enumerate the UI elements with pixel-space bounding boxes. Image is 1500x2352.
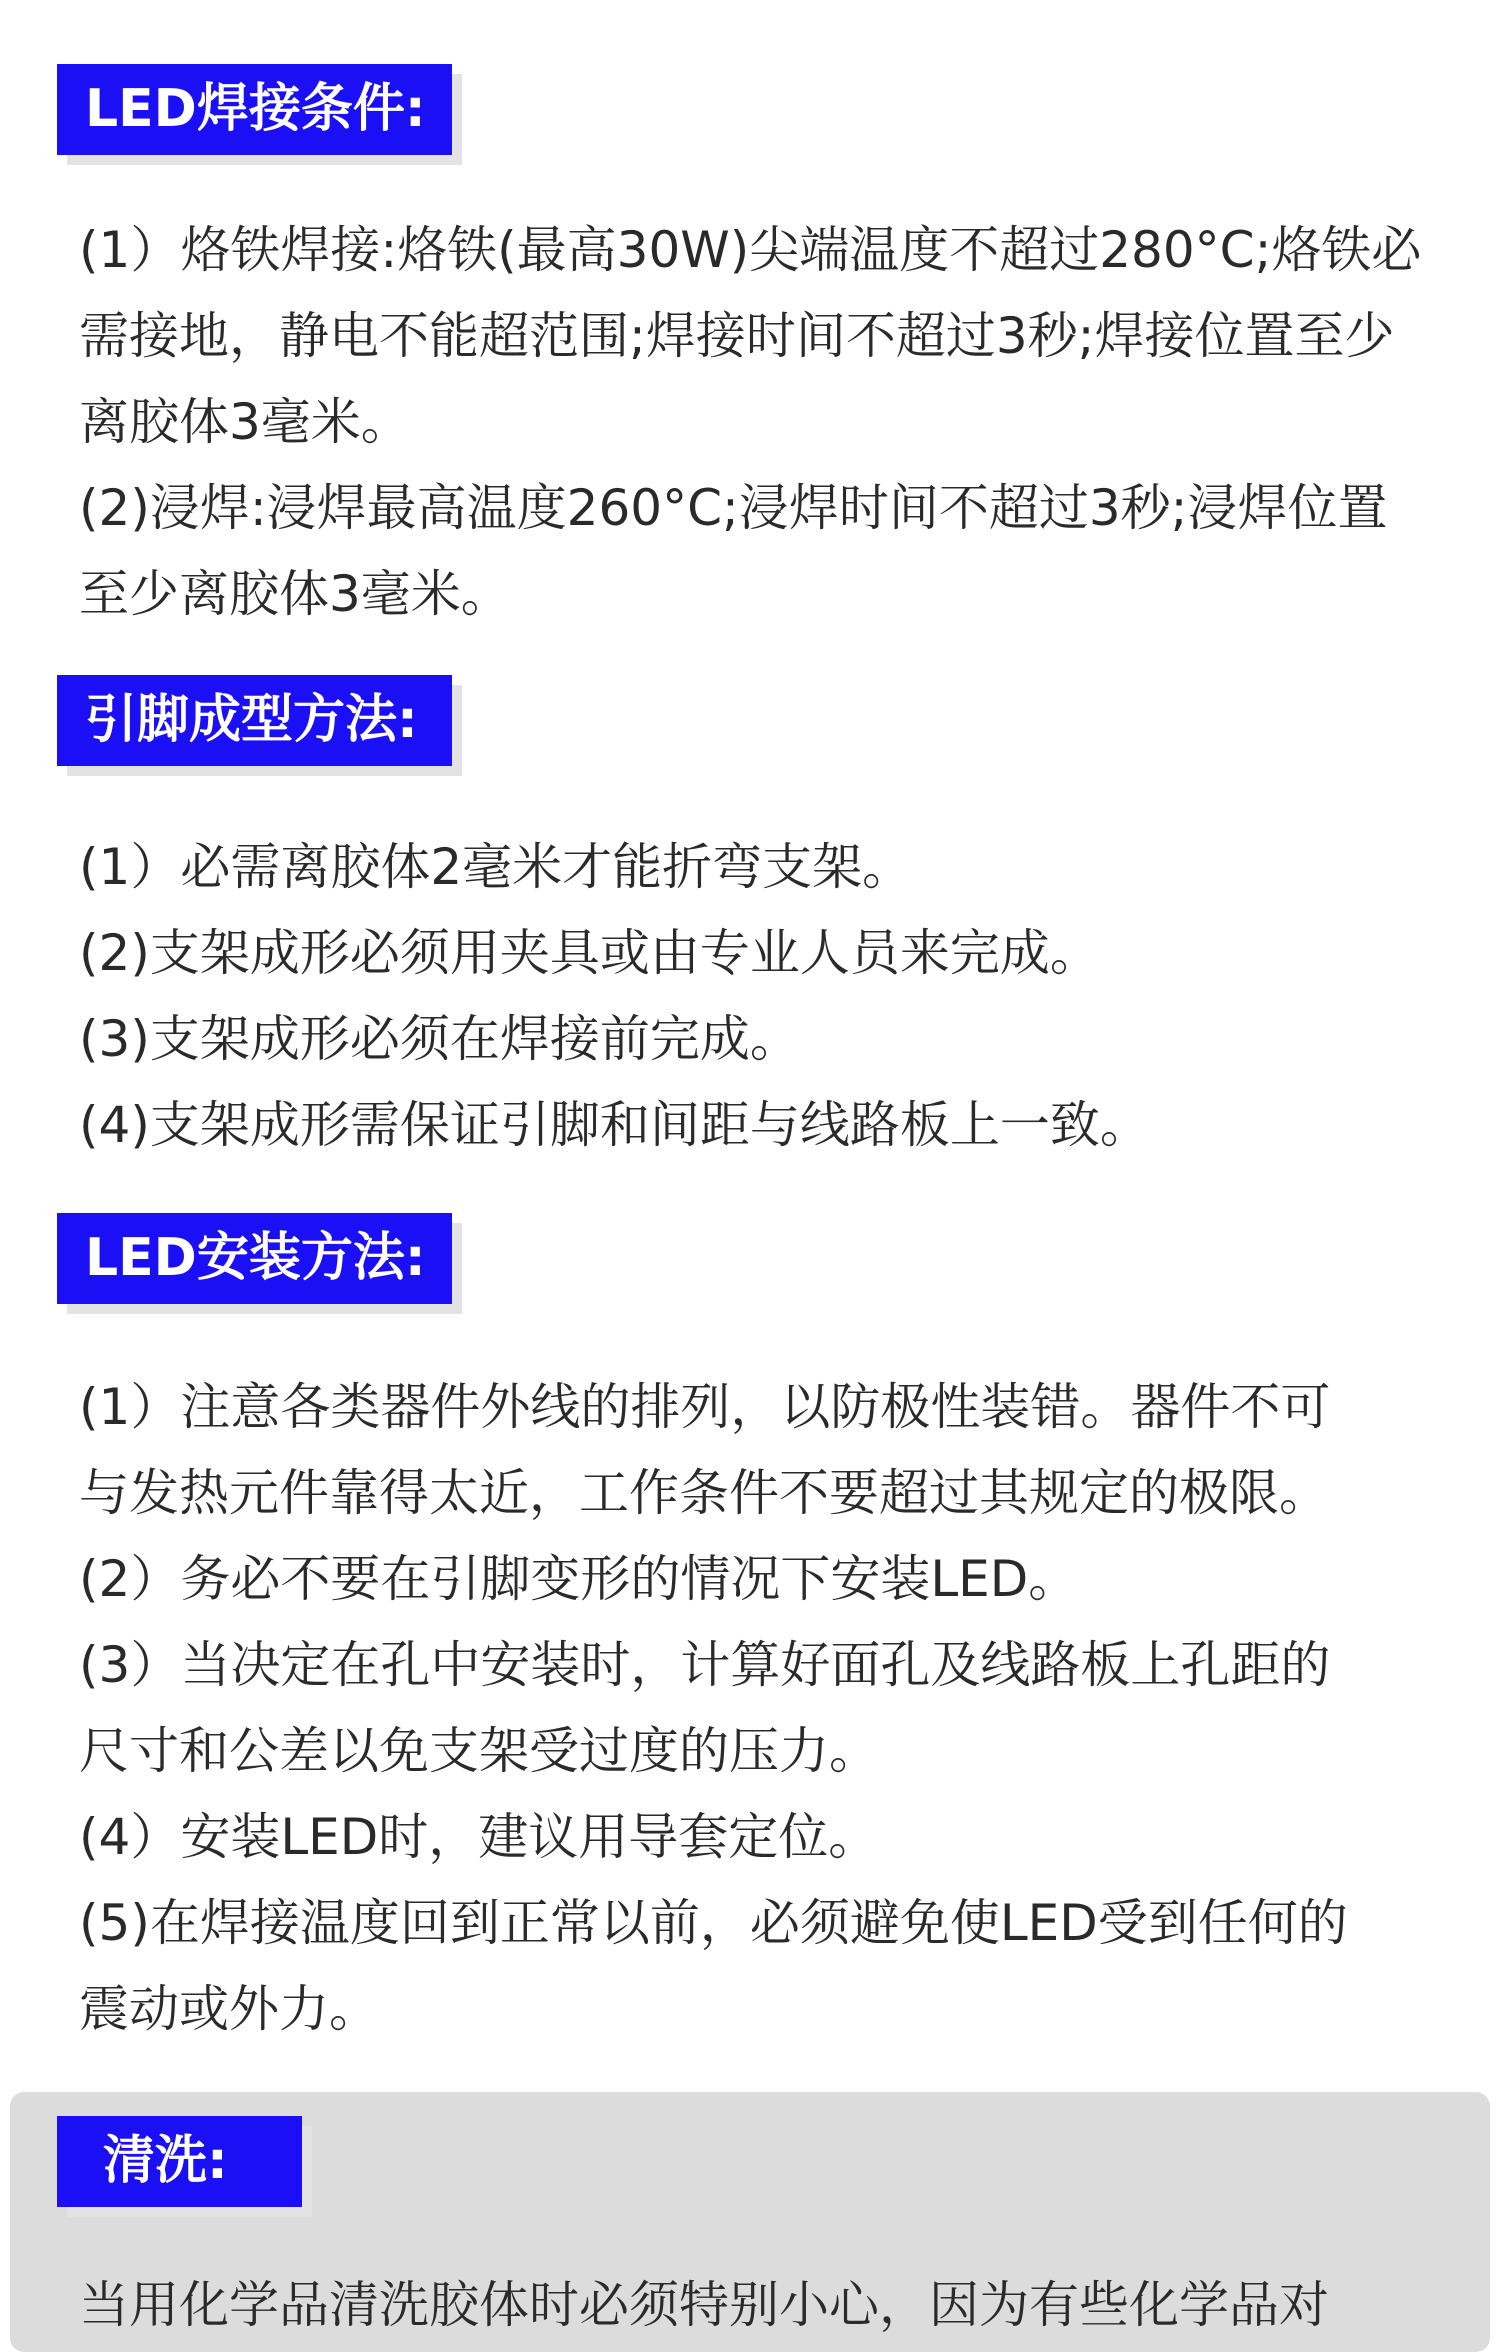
text-line: (2)浸焊:浸焊最高温度260°C;浸焊时间不超过3秒;浸焊位置 (79, 479, 1388, 537)
text-line: (4)支架成形需保证引脚和间距与线路板上一致。 (79, 1096, 1150, 1154)
text-line: 离胶体3毫米。 (79, 393, 411, 451)
section-heading-soldering: LED焊接条件: (57, 64, 452, 155)
text-line: 尺寸和公差以免支架受过度的压力。 (79, 1722, 879, 1780)
section-body-installation (79, 1364, 1479, 2052)
text-line: (1）必需离胶体2毫米才能折弯支架。 (79, 838, 913, 896)
text-line: 需接地，静电不能超范围;焊接时间不超过3秒;焊接位置至少 (79, 307, 1395, 365)
section-body-soldering (79, 207, 1479, 637)
section-body-lead-forming (79, 824, 1479, 1168)
text-line: 至少离胶体3毫米。 (79, 565, 511, 623)
text-line: (1）烙铁焊接:烙铁(最高30W)尖端温度不超过280°C;烙铁必 (79, 221, 1422, 279)
text-line: (5)在焊接温度回到正常以前，必须避免使LED受到任何的 (79, 1894, 1348, 1952)
text-line: (2）务必不要在引脚变形的情况下安装LED。 (79, 1550, 1079, 1608)
text-line: (2)支架成形必须用夹具或由专业人员来完成。 (79, 924, 1100, 982)
text-line: 震动或外力。 (79, 1980, 379, 2038)
text-line: (3)支架成形必须在焊接前完成。 (79, 1010, 800, 1068)
section-heading-installation: LED安装方法: (57, 1213, 452, 1304)
text-line: 当用化学品清洗胶体时必须特别小心，因为有些化学品对 (79, 2276, 1329, 2334)
text-line: (3）当决定在孔中安装时，计算好面孔及线路板上孔距的 (79, 1636, 1331, 1694)
text-line: 与发热元件靠得太近，工作条件不要超过其规定的极限。 (79, 1464, 1329, 1522)
section-body-cleaning (79, 2262, 1479, 2348)
section-heading-lead-forming: 引脚成型方法: (57, 675, 452, 766)
text-line: (1）注意各类器件外线的排列，以防极性装错。器件不可 (79, 1378, 1331, 1436)
text-line: (4）安装LED时，建议用导套定位。 (79, 1808, 879, 1866)
section-heading-cleaning: 清洗: (57, 2116, 302, 2207)
